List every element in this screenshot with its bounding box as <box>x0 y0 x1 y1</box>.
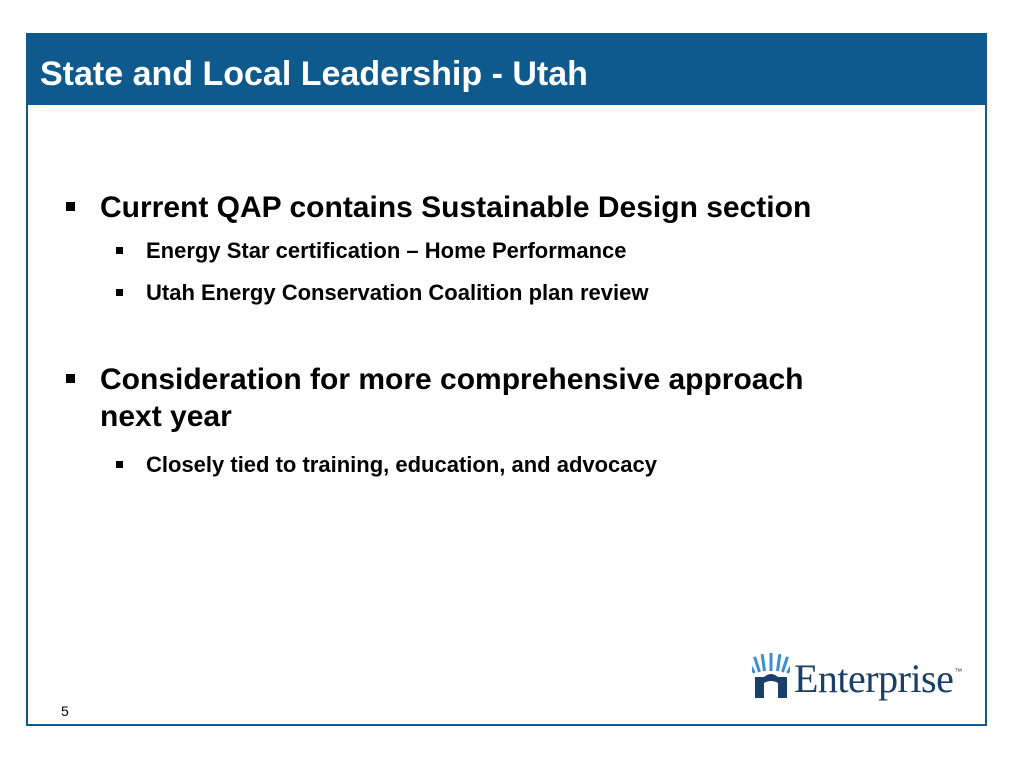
square-bullet-icon <box>66 374 75 383</box>
enterprise-logo-icon <box>752 653 790 699</box>
bullet-item-1 <box>66 189 811 226</box>
sub-bullet-text: Closely tied to training, education, and advocacy <box>146 452 657 477</box>
enterprise-logo <box>752 653 962 699</box>
bullet-text <box>100 361 804 435</box>
trademark-symbol: ™ <box>954 667 963 676</box>
slide-title: State and Local Leadership - Utah <box>40 55 588 93</box>
sub-bullet-item <box>116 238 627 264</box>
logo-wordmark: Enterprise <box>794 656 954 701</box>
square-bullet-icon <box>66 202 75 211</box>
slide-content <box>28 35 985 724</box>
page-number: 5 <box>61 703 69 719</box>
sub-bullet-item <box>116 280 648 306</box>
square-bullet-icon <box>116 247 123 254</box>
bullet-text: Current QAP contains Sustainable Design section <box>100 191 812 224</box>
bullet-text-line-1: Consideration for more comprehensive approach <box>100 363 804 396</box>
sub-bullet-item <box>116 452 657 478</box>
sub-bullet-text: Utah Energy Conservation Coalition plan review <box>146 280 649 305</box>
bullet-item-2 <box>66 361 804 435</box>
square-bullet-icon <box>116 289 123 296</box>
bullet-text-line-2: next year <box>100 400 232 433</box>
slide-frame <box>26 33 987 726</box>
sub-bullet-text: Energy Star certification – Home Performance <box>146 238 627 263</box>
square-bullet-icon <box>116 461 123 468</box>
